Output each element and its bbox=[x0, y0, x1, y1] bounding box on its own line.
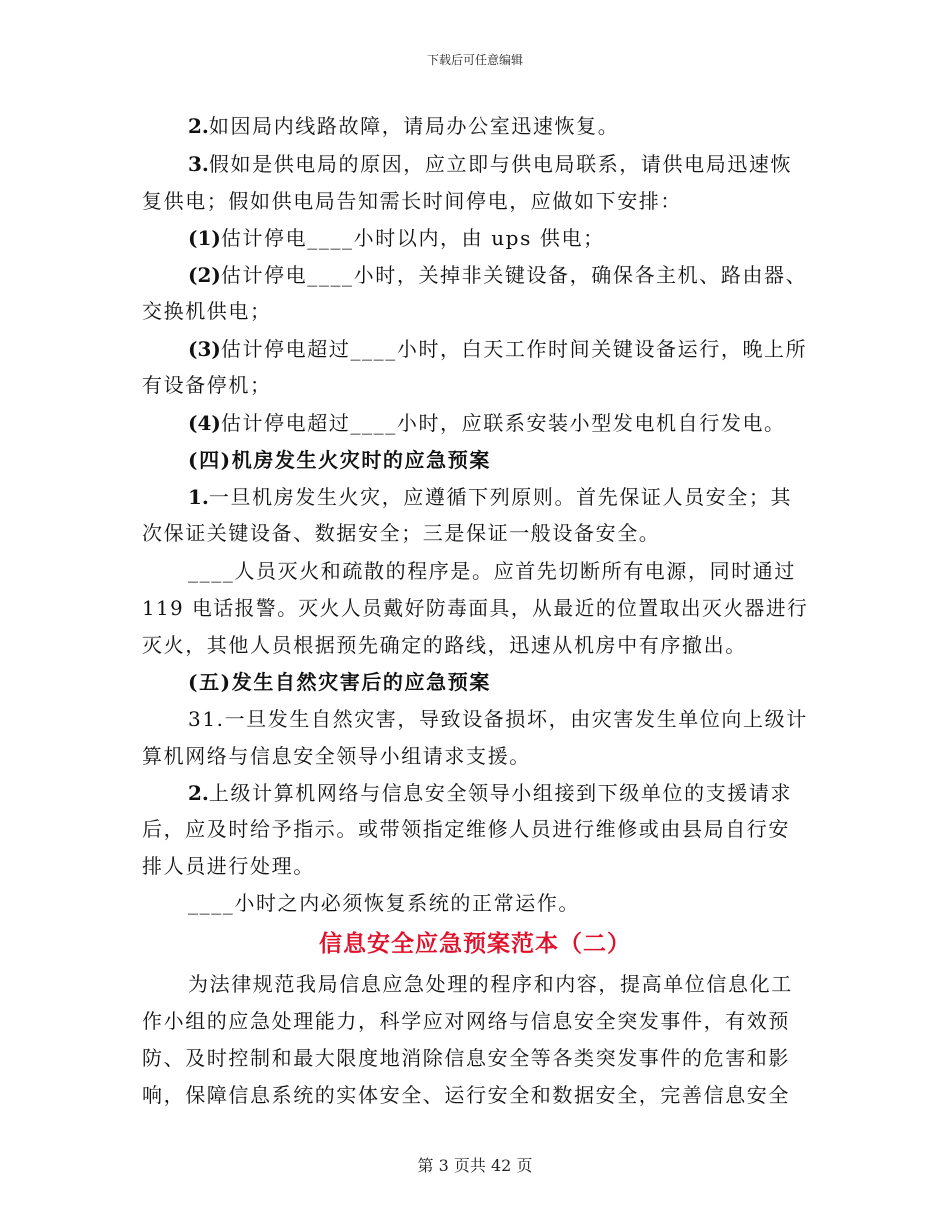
line-text: 算机网络与信息安全领导小组请求支援。 bbox=[142, 744, 531, 768]
line-text: 为法律规范我局信息应急处理的程序和内容，提高单位信息化工 bbox=[188, 972, 793, 996]
paragraph-line bbox=[188, 224, 605, 252]
item-number: 2. bbox=[188, 114, 209, 138]
paragraph-line bbox=[188, 557, 796, 585]
paragraph-line bbox=[142, 1044, 790, 1072]
paragraph-line bbox=[188, 150, 792, 178]
item-number: (1) bbox=[188, 226, 221, 250]
paragraph-line bbox=[188, 779, 792, 807]
item-number: (3) bbox=[188, 337, 221, 361]
line-text: 后，应及时给予指示。或带领指定维修人员进行维修或由县局自行安 bbox=[142, 817, 790, 841]
line-text: 估计停电超过____小时，白天工作时间关键设备运行，晚上所 bbox=[220, 337, 808, 361]
paragraph-line bbox=[188, 483, 792, 511]
paragraph-line bbox=[142, 815, 790, 843]
paragraph-line bbox=[142, 1081, 790, 1109]
line-text: 上级计算机网络与信息安全领导小组接到下级单位的支援请求 bbox=[208, 781, 793, 805]
paragraph-line bbox=[142, 742, 531, 770]
line-text: 假如是供电局的原因，应立即与供电局联系，请供电局迅速恢 bbox=[208, 152, 793, 176]
paragraph-line bbox=[188, 889, 580, 917]
line-text: 灭火，其他人员根据预先确定的路线，迅速从机房中有序撤出。 bbox=[142, 633, 747, 657]
line-text: 次保证关键设备、数据安全；三是保证一般设备安全。 bbox=[142, 521, 661, 545]
paragraph-line bbox=[188, 335, 807, 363]
line-text: 31.一旦发生自然灾害，导致设备损坏，由灾害发生单位向上级计 bbox=[188, 707, 808, 731]
item-number: 3. bbox=[188, 152, 209, 176]
line-text: 估计停电____小时以内，由 ups 供电； bbox=[220, 226, 605, 250]
paragraph-line bbox=[142, 1007, 790, 1035]
paragraph-line bbox=[142, 187, 682, 215]
line-text: 估计停电____小时，关掉非关键设备，确保各主机、路由器、 bbox=[220, 263, 808, 287]
item-number: (2) bbox=[188, 263, 221, 287]
line-text: 交换机供电； bbox=[142, 299, 272, 323]
line-text: ____小时之内必须恢复系统的正常运作。 bbox=[188, 891, 580, 915]
paragraph-line bbox=[142, 852, 315, 880]
paragraph-line bbox=[188, 112, 619, 140]
page-header: 下载后可任意编辑 bbox=[426, 53, 523, 67]
item-number: (4) bbox=[188, 411, 221, 435]
section-heading: (五)发生自然灾害后的应急预案 bbox=[188, 670, 491, 694]
page-number: 第 3 页共 42 页 bbox=[417, 1156, 533, 1175]
item-number: 2. bbox=[188, 781, 209, 805]
line-text: 排人员进行处理。 bbox=[142, 854, 315, 878]
line-text: 有设备停机； bbox=[142, 373, 272, 397]
line-text: ____人员灭火和疏散的程序是。应首先切断所有电源，同时通过 bbox=[188, 559, 796, 583]
paragraph-line bbox=[188, 970, 793, 998]
item-number: 1. bbox=[188, 485, 209, 509]
line-text: 119 电话报警。灭火人员戴好防毒面具，从最近的位置取出灭火器进行 bbox=[142, 596, 809, 620]
paragraph-line bbox=[142, 594, 808, 622]
paragraph-line bbox=[142, 519, 660, 547]
line-text: 防、及时控制和最大限度地消除信息安全等各类突发事件的危害和影 bbox=[142, 1046, 790, 1070]
section-heading: (四)机房发生火灾时的应急预案 bbox=[188, 448, 491, 472]
section-title: 信息安全应急预案范本（二） bbox=[319, 930, 631, 957]
line-text: 作小组的应急处理能力，科学应对网络与信息安全突发事件，有效预 bbox=[142, 1009, 790, 1033]
paragraph-line bbox=[142, 631, 747, 659]
paragraph-line bbox=[188, 261, 807, 289]
line-text: 估计停电超过____小时，应联系安装小型发电机自行发电。 bbox=[220, 411, 786, 435]
paragraph-line bbox=[188, 705, 808, 733]
paragraph-line bbox=[188, 409, 786, 437]
line-text: 响，保障信息系统的实体安全、运行安全和数据安全，完善信息安全 bbox=[142, 1083, 790, 1107]
line-text: 一旦机房发生火灾，应遵循下列原则。首先保证人员安全；其 bbox=[208, 485, 793, 509]
paragraph-line bbox=[142, 297, 272, 325]
line-text: 复供电；假如供电局告知需长时间停电，应做如下安排： bbox=[142, 189, 682, 213]
line-text: 如因局内线路故障，请局办公室迅速恢复。 bbox=[208, 114, 620, 138]
paragraph-line bbox=[142, 371, 272, 399]
